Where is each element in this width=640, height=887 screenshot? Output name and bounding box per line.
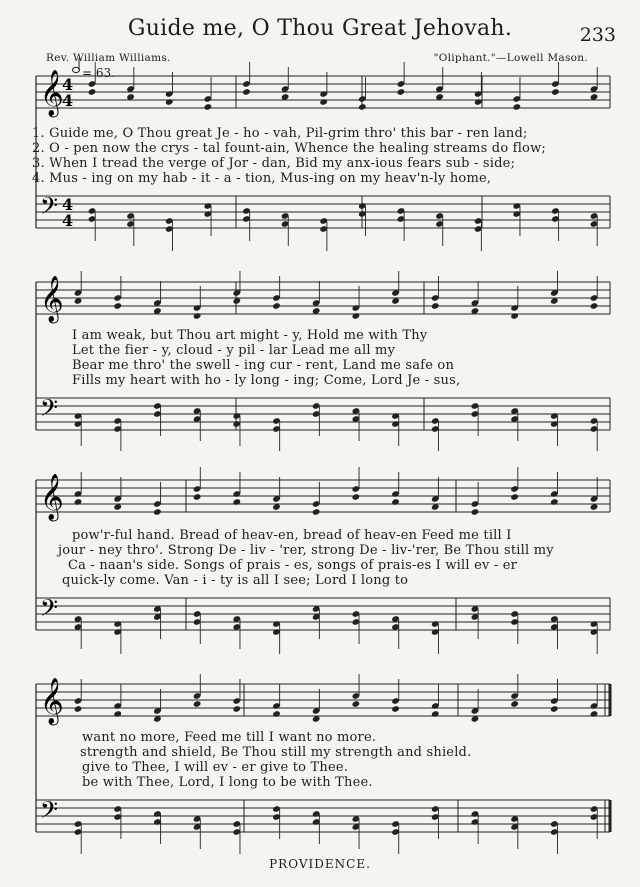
note-head	[88, 88, 97, 96]
note-head	[272, 710, 281, 718]
note-head	[550, 705, 559, 713]
note-head	[590, 710, 599, 718]
note-head	[590, 302, 599, 310]
treble-clef-icon: 𝄞	[40, 70, 64, 116]
note-head	[510, 312, 519, 320]
note-head	[551, 88, 560, 96]
lyric-line: I am weak, but Thou art might - y, Hold me with Thy	[72, 328, 428, 343]
lyric-line: Ca - naan's side. Songs of prais - es, songs of prais-es I will ev - er	[68, 558, 518, 573]
note-head	[471, 508, 480, 516]
bass-clef-icon: 𝄢	[40, 796, 59, 829]
bass-clef-icon: 𝄢	[40, 192, 59, 225]
note-head	[510, 700, 519, 708]
note-head	[193, 312, 202, 320]
time-signature: 4	[62, 75, 74, 94]
note-head	[165, 98, 174, 106]
tempo-marking: = 63.	[82, 66, 115, 80]
treble-clef-icon: 𝄞	[40, 276, 64, 322]
treble-clef-icon: 𝄞	[40, 678, 64, 724]
note-head	[193, 493, 202, 501]
treble-clef-icon: 𝄞	[40, 474, 64, 520]
page-number: 233	[579, 24, 616, 46]
lyric-line: 3. When I tread the verge of Jor - dan, Bid my anx-ious fears sub - side;	[32, 156, 516, 171]
lyric-line: strength and shield, Be Thou still my strength and shield.	[80, 745, 472, 760]
bass-clef-icon: 𝄢	[40, 394, 59, 427]
note-head	[391, 498, 400, 506]
lyric-line: jour - ney thro'. Strong De - liv - 'rer, strong De - liv-'rer, Be Thou still my	[58, 543, 554, 558]
note-head	[312, 508, 321, 516]
lyric-line: 4. Mus - ing on my hab - it - a - tion, Mus-ing on my heav'n-ly home,	[32, 171, 492, 186]
lyric-line: be with Thee, Lord, I long to be with Thee.	[82, 775, 373, 790]
note-head	[319, 98, 328, 106]
half-note-icon	[73, 67, 80, 72]
lyric-line: quick-ly come. Van - i - ty is all I see; Lord I long to	[62, 573, 409, 588]
note-head	[550, 498, 559, 506]
note-head	[352, 493, 361, 501]
note-head	[193, 700, 202, 708]
lyric-line: want no more, Feed me till I want no more.	[82, 730, 377, 745]
note-head	[431, 302, 440, 310]
note-head	[510, 493, 519, 501]
lyric-line: Fills my heart with ho - ly long - ing; Come, Lord Je - sus,	[72, 373, 461, 388]
note-head	[204, 103, 213, 111]
lyric-line: 2. O - pen now the crys - tal fount-ain, Whence the healing streams do flow;	[32, 141, 546, 156]
lyric-line: Bear me thro' the swell - ing cur - rent, Land me safe on	[72, 358, 455, 373]
note-head	[74, 498, 83, 506]
bass-clef-icon: 𝄢	[40, 594, 59, 627]
note-head	[391, 705, 400, 713]
author-credit: Rev. William Williams.	[46, 52, 171, 64]
note-head	[242, 88, 251, 96]
note-head	[272, 302, 281, 310]
note-head	[358, 103, 367, 111]
time-signature: 4	[62, 195, 74, 214]
time-signature: 4	[62, 211, 74, 230]
note-head	[232, 705, 241, 713]
note-head	[431, 710, 440, 718]
note-head	[397, 88, 406, 96]
note-head	[352, 700, 361, 708]
lyric-line: 1. Guide me, O Thou great Je - ho - vah, Pil-grim thro' this bar - ren land;	[32, 126, 528, 141]
tune-name: PROVIDENCE.	[269, 857, 371, 871]
note-head	[153, 508, 162, 516]
hymn-title: Guide me, O Thou Great Jehovah.	[127, 16, 513, 41]
time-signature: 4	[62, 91, 74, 110]
note-head	[113, 302, 122, 310]
note-head	[474, 98, 483, 106]
note-head	[352, 312, 361, 320]
note-head	[512, 103, 521, 111]
note-head	[74, 705, 83, 713]
note-head	[113, 710, 122, 718]
note-head	[232, 498, 241, 506]
lyric-line: pow'r-ful hand. Bread of heav-en, bread of heav-en Feed me till I	[72, 528, 512, 543]
composer-credit: "Oliphant."—Lowell Mason.	[433, 52, 588, 64]
lyric-line: give to Thee, I will ev - er give to Thee.	[82, 760, 349, 775]
lyric-line: Let the fier - y, cloud - y pil - lar Lead me all my	[72, 343, 396, 358]
